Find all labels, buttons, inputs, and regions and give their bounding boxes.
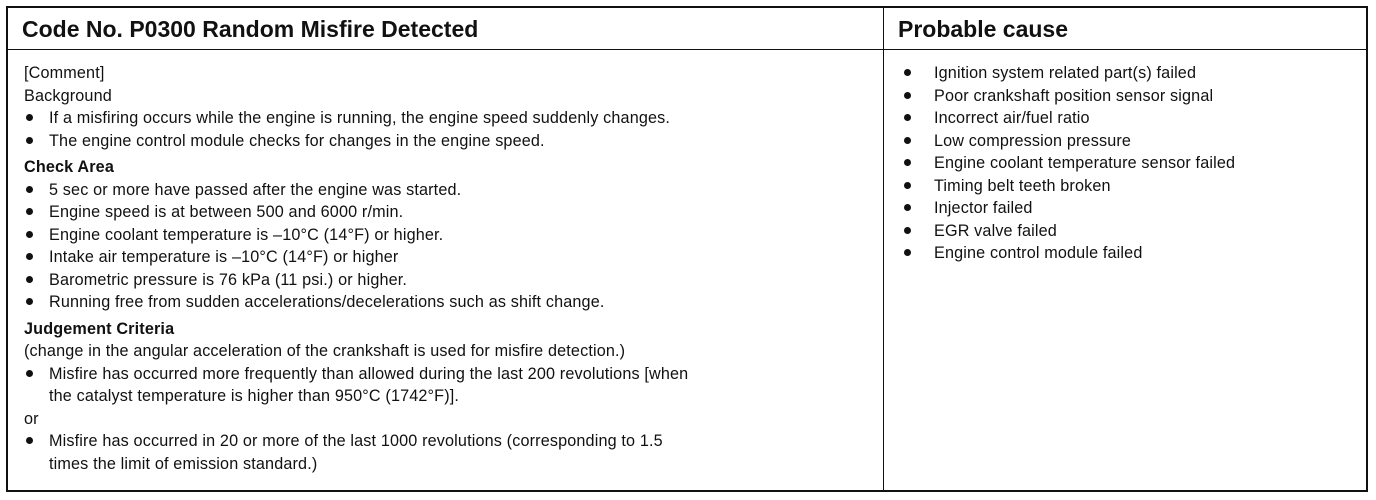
judgement-note: (change in the angular acceleration of the crankshaft is used for misfire detection.) — [24, 342, 626, 360]
probable-cause-title: Probable cause — [884, 8, 1366, 50]
list-item: If a misfiring occurs while the engine is running, the engine speed suddenly changes. — [24, 107, 883, 130]
list-item: Timing belt teeth broken — [902, 175, 1366, 198]
bullet-icon — [26, 437, 33, 444]
list-item: Misfire has occurred in 20 or more of the last 1000 revolutions (corresponding to 1.5 times the limit of emission standard.) — [24, 430, 883, 475]
bullet-icon — [26, 114, 33, 121]
background-label: Background — [24, 86, 112, 105]
bullet-icon — [26, 231, 33, 238]
bullet-icon — [26, 253, 33, 260]
or-label: or — [24, 409, 39, 428]
check-area-list — [24, 179, 883, 314]
bullet-icon — [26, 137, 33, 144]
background-list — [24, 107, 883, 152]
bullet-icon — [904, 249, 911, 256]
bullet-icon — [904, 227, 911, 234]
bullet-icon — [26, 276, 33, 283]
bullet-icon — [904, 92, 911, 99]
probable-cause-body — [884, 50, 1366, 265]
bullet-icon — [904, 137, 911, 144]
bullet-icon — [26, 186, 33, 193]
bullet-icon — [26, 298, 33, 305]
description-column — [8, 8, 884, 490]
description-body — [8, 50, 883, 475]
probable-cause-list — [902, 62, 1366, 265]
list-item: EGR valve failed — [902, 220, 1366, 243]
list-item: 5 sec or more have passed after the engine was started. — [24, 179, 883, 202]
code-title: Code No. P0300 Random Misfire Detected — [8, 8, 883, 50]
list-item: Injector failed — [902, 197, 1366, 220]
list-item: Ignition system related part(s) failed — [902, 62, 1366, 85]
bullet-icon — [26, 370, 33, 377]
bullet-icon — [26, 208, 33, 215]
list-item: The engine control module checks for changes in the engine speed. — [24, 130, 883, 153]
diagnostic-code-table — [6, 6, 1368, 492]
judgement-list-2 — [24, 430, 883, 475]
list-item: Intake air temperature is –10°C (14°F) or higher — [24, 246, 883, 269]
bullet-icon — [904, 114, 911, 121]
list-item: Misfire has occurred more frequently than allowed during the last 200 revolutions [when the catalyst temperature is higher than 950°C (1742°F)]. — [24, 363, 883, 408]
list-item: Low compression pressure — [902, 130, 1366, 153]
probable-cause-column — [884, 8, 1366, 490]
list-item: Poor crankshaft position sensor signal — [902, 85, 1366, 108]
comment-label: [Comment] — [24, 64, 105, 82]
list-item: Barometric pressure is 76 kPa (11 psi.) or higher. — [24, 269, 883, 292]
list-item: Engine coolant temperature sensor failed — [902, 152, 1366, 175]
judgement-criteria-heading: Judgement Criteria — [24, 319, 175, 338]
bullet-icon — [904, 159, 911, 166]
bullet-icon — [904, 182, 911, 189]
judgement-list-1 — [24, 363, 883, 408]
list-item: Engine coolant temperature is –10°C (14°F) or higher. — [24, 224, 883, 247]
bullet-icon — [904, 204, 911, 211]
list-item: Incorrect air/fuel ratio — [902, 107, 1366, 130]
list-item: Engine speed is at between 500 and 6000 r/min. — [24, 201, 883, 224]
check-area-heading: Check Area — [24, 158, 114, 176]
list-item: Engine control module failed — [902, 242, 1366, 265]
list-item: Running free from sudden accelerations/decelerations such as shift change. — [24, 291, 883, 314]
bullet-icon — [904, 69, 911, 76]
